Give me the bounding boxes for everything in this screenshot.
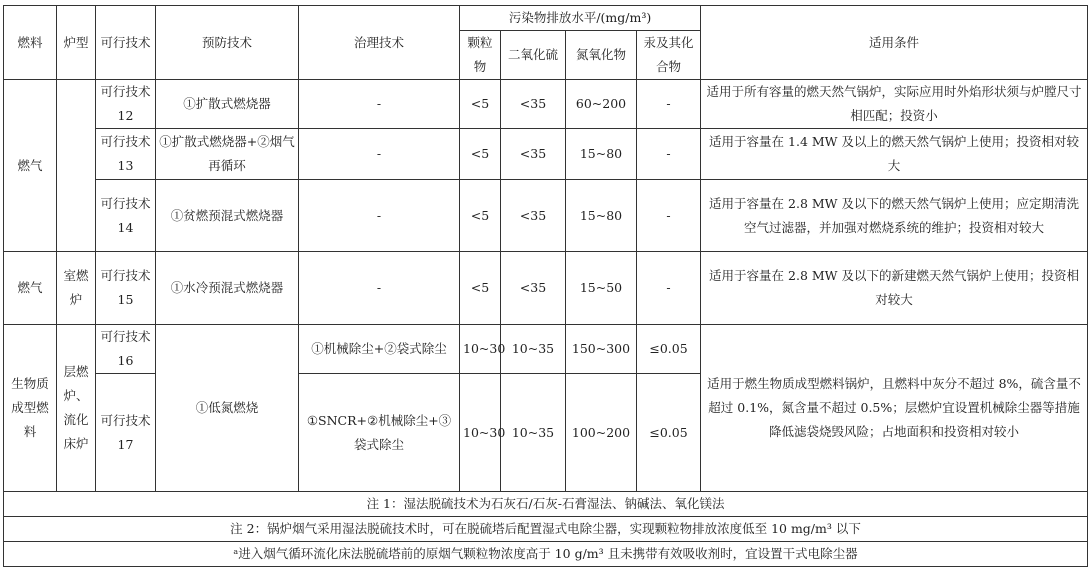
header-feasible: 可行技术 — [96, 6, 156, 80]
cell-furnace: 层燃炉、流化床炉 — [57, 325, 96, 492]
cell-particulate: <5 — [460, 129, 501, 180]
note-3: ᵃ进入烟气循环流化床法脱硫塔前的原烟气颗粒物浓度高于 10 g/m³ 且未携带有效吸收剂时，宜设置干式电除尘器 — [4, 542, 1088, 567]
cell-tech: 可行技术 13 — [96, 129, 156, 180]
cell-conditions: 适用于容量在 2.8 MW 及以下的燃天然气锅炉上使用；应定期清洗空气过滤器，并加强对燃烧系统的维护；投资相对较大 — [701, 180, 1088, 252]
cell-prevention: ①贫燃预混式燃烧器 — [156, 180, 299, 252]
cell-so2: <35 — [501, 252, 566, 325]
cell-nox: 15~80 — [566, 129, 637, 180]
header-so2: 二氧化硫 — [501, 31, 566, 80]
header-emission-group: 污染物排放水平/(mg/m³) — [460, 6, 701, 31]
cell-mercury: - — [637, 129, 701, 180]
cell-tech: 可行技术 15 — [96, 252, 156, 325]
note-row — [4, 542, 1088, 567]
cell-particulate: 10~30 — [460, 374, 501, 492]
cell-fuel: 燃气 — [4, 252, 57, 325]
cell-furnace-empty — [57, 80, 96, 252]
header-treatment: 治理技术 — [299, 6, 460, 80]
cell-tech: 可行技术 14 — [96, 180, 156, 252]
cell-conditions: 适用于容量在 2.8 MW 及以下的新建燃天然气锅炉上使用；投资相对较大 — [701, 252, 1088, 325]
cell-treatment: ①机械除尘+②袋式除尘 — [299, 325, 460, 374]
cell-particulate: 10~30 — [460, 325, 501, 374]
cell-nox: 15~80 — [566, 180, 637, 252]
header-row-1 — [4, 6, 1088, 31]
cell-particulate: <5 — [460, 252, 501, 325]
cell-prevention: ①扩散式燃烧器+②烟气再循环 — [156, 129, 299, 180]
header-furnace: 炉型 — [57, 6, 96, 80]
cell-prevention: ①低氮燃烧 — [156, 325, 299, 492]
cell-nox: 150~300 — [566, 325, 637, 374]
cell-mercury: ≤0.05 — [637, 374, 701, 492]
cell-nox: 60~200 — [566, 80, 637, 129]
cell-nox: 100~200 — [566, 374, 637, 492]
cell-tech: 可行技术 16 — [96, 325, 156, 374]
cell-conditions: 适用于容量在 1.4 MW 及以上的燃天然气锅炉上使用；投资相对较大 — [701, 129, 1088, 180]
note-2: 注 2：锅炉烟气采用湿法脱硫技术时，可在脱硫塔后配置湿式电除尘器，实现颗粒物排放浓度低至 10 mg/m³ 以下 — [4, 517, 1088, 542]
cell-particulate: <5 — [460, 80, 501, 129]
cell-tech: 可行技术 12 — [96, 80, 156, 129]
header-fuel: 燃料 — [4, 6, 57, 80]
header-conditions: 适用条件 — [701, 6, 1088, 80]
header-mercury: 汞及其化合物 — [637, 31, 701, 80]
cell-mercury: - — [637, 80, 701, 129]
cell-so2: <35 — [501, 180, 566, 252]
header-nox: 氮氧化物 — [566, 31, 637, 80]
header-particulate: 颗粒物 — [460, 31, 501, 80]
cell-so2: 10~35 — [501, 325, 566, 374]
note-1: 注 1：湿法脱硫技术为石灰石/石灰-石膏湿法、钠碱法、氧化镁法 — [4, 492, 1088, 517]
cell-treatment: - — [299, 252, 460, 325]
cell-treatment: - — [299, 129, 460, 180]
cell-mercury: ≤0.05 — [637, 325, 701, 374]
cell-furnace: 室燃炉 — [57, 252, 96, 325]
header-prevention: 预防技术 — [156, 6, 299, 80]
cell-nox: 15~50 — [566, 252, 637, 325]
cell-so2: <35 — [501, 129, 566, 180]
cell-mercury: - — [637, 252, 701, 325]
cell-conditions: 适用于燃生物质成型燃料锅炉，且燃料中灰分不超过 8%，硫含量不超过 0.1%，氮含量不超过 0.5%；层燃炉宜设置机械除尘器等措施降低滤袋烧毁风险；占地面积和投资相对较小 — [701, 325, 1088, 492]
cell-treatment: ①SNCR+②机械除尘+③袋式除尘 — [299, 374, 460, 492]
cell-so2: <35 — [501, 80, 566, 129]
cell-treatment: - — [299, 180, 460, 252]
table-row — [4, 252, 1088, 325]
cell-tech: 可行技术 17 — [96, 374, 156, 492]
table-row — [4, 129, 1088, 180]
note-row — [4, 492, 1088, 517]
cell-fuel: 燃气 — [4, 80, 57, 252]
cell-mercury: - — [637, 180, 701, 252]
note-row — [4, 517, 1088, 542]
cell-conditions: 适用于所有容量的燃天然气锅炉，实际应用时外焰形状须与炉膛尺寸相匹配；投资小 — [701, 80, 1088, 129]
cell-prevention: ①水冷预混式燃烧器 — [156, 252, 299, 325]
cell-fuel: 生物质成型燃料 — [4, 325, 57, 492]
cell-prevention: ①扩散式燃烧器 — [156, 80, 299, 129]
table-row — [4, 80, 1088, 129]
table-row — [4, 325, 1088, 374]
cell-so2: 10~35 — [501, 374, 566, 492]
emission-technology-table — [3, 5, 1088, 567]
cell-particulate: <5 — [460, 180, 501, 252]
table-row — [4, 180, 1088, 252]
cell-treatment: - — [299, 80, 460, 129]
